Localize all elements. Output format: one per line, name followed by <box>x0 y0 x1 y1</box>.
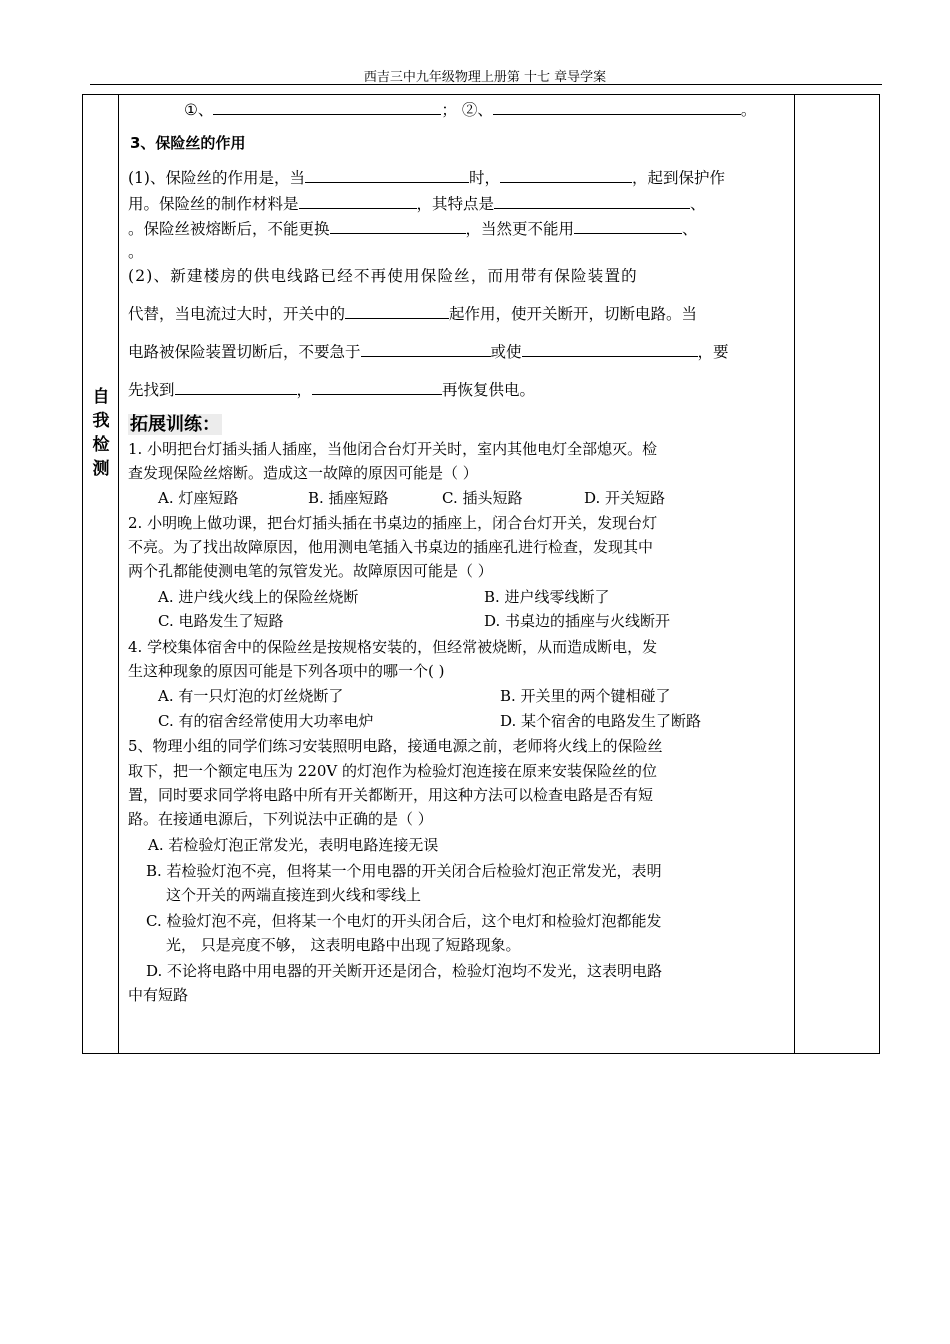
blank-line-items <box>184 98 756 120</box>
question-1-line: 1. 小明把台灯插头插人插座，当他闭合台灯开关时，室内其他电灯全部熄灭。检 <box>128 440 658 458</box>
question-5-line: 置，同时要求同学将电路中所有开关都断开，用这种方法可以检查电路是否有短 <box>128 786 654 804</box>
left-column-divider <box>118 94 119 1054</box>
text: 用。保险丝的制作材料是 <box>128 195 299 213</box>
text: 或使 <box>490 343 522 361</box>
question-4-line: 4. 学校集体宿舍中的保险丝是按规格安装的，但经常被烧断，从而造成断电，发 <box>128 638 658 656</box>
text: 先找到 <box>128 381 175 399</box>
section-title: 3、保险丝的作用 <box>130 134 246 152</box>
question-2-line: 两个孔都能使测电笔的氖管发光。故障原因可能是（ ） <box>128 562 493 580</box>
text-line <box>128 166 725 188</box>
question-2-line: 不亮。为了找出故障原因，他用测电笔插入书桌边的插座孔进行检查，发现其中 <box>128 538 654 556</box>
period: 。 <box>740 101 757 119</box>
text-line <box>128 192 706 214</box>
text: 代替，当电流过大时，开关中的 <box>128 305 346 323</box>
question-5-option-c[interactable]: C. 检验灯泡不亮，但将某一个电灯的开头闭合后，这个电灯和检验灯泡都能发 <box>146 912 662 930</box>
question-4-options <box>158 685 671 706</box>
page-header: 西吉三中九年级物理上册第 十七 章导学案 <box>363 70 607 85</box>
question-1-options <box>158 487 665 508</box>
option[interactable]: D. 某个宿舍的电路发生了断路 <box>500 712 702 730</box>
text: (1)、保险丝的作用是，当 <box>128 169 305 187</box>
question-4-line: 生这种现象的原因可能是下列各项中的哪一个( ) <box>128 662 445 680</box>
option[interactable]: A. 有一只灯泡的灯丝烧断了 <box>158 687 344 705</box>
text-line <box>128 378 535 400</box>
text: 时， <box>468 169 500 187</box>
text: 、 <box>690 195 706 213</box>
blank-field[interactable] <box>305 167 469 183</box>
question-2-line: 2. 小明晚上做功课，把台灯插头插在书桌边的插座上，闭合台灯开关，发现台灯 <box>128 514 658 532</box>
option[interactable]: D. 开关短路 <box>584 489 666 507</box>
option[interactable]: B. 插座短路 <box>308 489 389 507</box>
option[interactable]: B. 开关里的两个键相碰了 <box>500 687 671 705</box>
text: ， <box>296 381 313 399</box>
question-4-options <box>158 710 701 731</box>
blank-field[interactable] <box>312 379 442 395</box>
side-char: 我 <box>92 411 110 431</box>
text-line: 。 <box>128 243 144 261</box>
option[interactable]: C. 有的宿舍经常使用大功率电炉 <box>158 712 374 730</box>
text: ，起到保护作 <box>631 169 725 187</box>
extension-title <box>128 410 222 436</box>
text: 。保险丝被熔断后，不能更换 <box>128 220 330 238</box>
blank-field[interactable] <box>330 218 466 234</box>
question-1-line: 查发现保险丝熔断。造成这一故障的原因可能是（ ） <box>128 464 478 482</box>
blank-field[interactable] <box>500 167 632 183</box>
question-2-options <box>158 586 610 607</box>
blank-field[interactable] <box>299 193 417 209</box>
item-2-label: ； ②、 <box>441 101 493 119</box>
text: 再恢复供电。 <box>442 381 536 399</box>
text-line <box>128 302 697 324</box>
question-5-option-b[interactable]: B. 若检验灯泡不亮，但将某一个用电器的开关闭合后检验灯泡正常发光，表明 <box>146 862 662 880</box>
question-5-option-a[interactable]: A. 若检验灯泡正常发光，表明电路连接无误 <box>148 836 439 854</box>
option[interactable]: B. 进户线零线断了 <box>484 588 610 606</box>
text-line <box>128 217 698 239</box>
question-5-option-b-cont: 这个开关的两端直接连到火线和零线上 <box>166 886 422 904</box>
question-5-line: 路。在接通电源后，下列说法中正确的是（ ） <box>128 810 433 828</box>
blank-field[interactable] <box>494 193 690 209</box>
item-1-label: ①、 <box>184 101 214 119</box>
text-line <box>128 340 729 362</box>
text: 起作用，使开关断开，切断电路。当 <box>449 305 698 323</box>
side-char: 检 <box>92 435 110 455</box>
question-5-option-d-cont: 中有短路 <box>128 986 189 1004</box>
side-char: 测 <box>92 459 110 479</box>
side-char: 自 <box>92 387 110 407</box>
option[interactable]: D. 书桌边的插座与火线断开 <box>484 612 671 630</box>
text: ，要 <box>697 343 729 361</box>
option[interactable]: A. 进户线火线上的保险丝烧断 <box>158 588 359 606</box>
right-column-divider <box>794 94 795 1054</box>
blank-field[interactable] <box>522 341 698 357</box>
question-5-line: 取下，把一个额定电压为 220V 的灯泡作为检验灯泡连接在原来安装保险丝的位 <box>128 762 658 780</box>
option[interactable]: A. 灯座短路 <box>158 489 239 507</box>
blank-field[interactable] <box>345 303 449 319</box>
blank-field[interactable] <box>493 99 741 115</box>
blank-field[interactable] <box>574 218 682 234</box>
text: 电路被保险装置切断后，不要急于 <box>128 343 361 361</box>
question-5-option-c-cont: 光， 只是亮度不够， 这表明电路中出现了短路现象。 <box>166 936 521 954</box>
text: ，其特点是 <box>416 195 495 213</box>
side-label-self-check <box>84 385 118 481</box>
blank-field[interactable] <box>361 341 491 357</box>
blank-field[interactable] <box>213 99 441 115</box>
text-line: (2)、新建楼房的供电线路已经不再使用保险丝，而用带有保险装置的 <box>128 267 638 285</box>
text: ，当然更不能用 <box>465 220 575 238</box>
question-2-options <box>158 610 670 631</box>
header-rule <box>90 84 882 85</box>
question-5-option-d[interactable]: D. 不论将电路中用电器的开关断开还是闭合，检验灯泡均不发光，这表明电路 <box>146 962 663 980</box>
option[interactable]: C. 电路发生了短路 <box>158 612 284 630</box>
extension-title-text: 拓展训练： <box>130 414 220 435</box>
question-5-line: 5、物理小组的同学们练习安装照明电路，接通电源之前，老师将火线上的保险丝 <box>128 737 663 755</box>
text: 、 <box>682 220 698 238</box>
option[interactable]: C. 插头短路 <box>442 489 523 507</box>
blank-field[interactable] <box>175 379 297 395</box>
